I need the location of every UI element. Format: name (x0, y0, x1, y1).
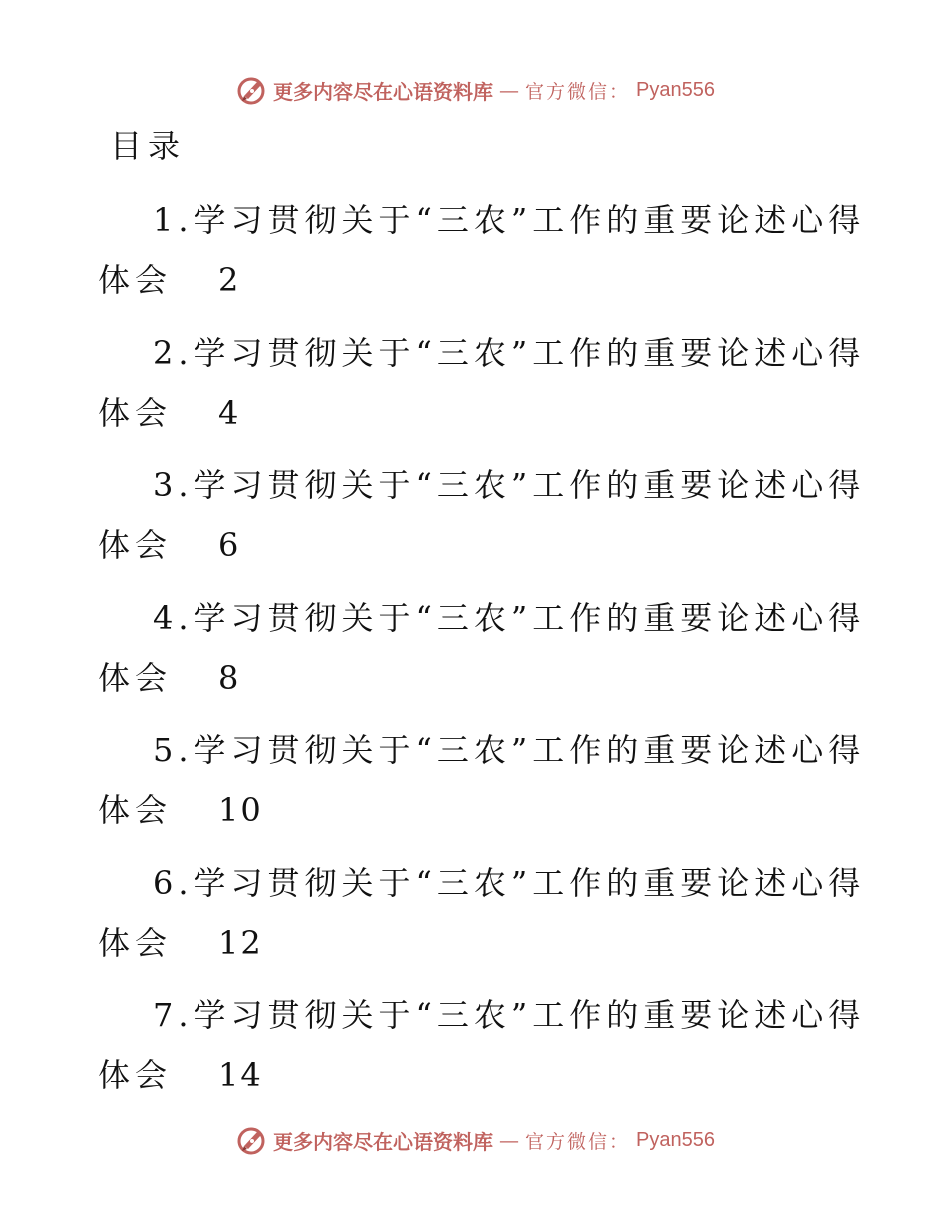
toc-entry-title: 学习贯彻关于“三农”工作的重要论述心得 (193, 333, 866, 372)
toc-entry-page: 14 (218, 1056, 263, 1094)
pen-logo-icon (235, 74, 267, 106)
toc-entry-number: 3. (153, 466, 194, 504)
toc-entry[interactable] (98, 724, 866, 857)
banner-wechat-label: 官方微信： (525, 1130, 631, 1153)
toc-entry-page: 8 (218, 658, 241, 697)
banner-separator: — (499, 78, 519, 102)
toc-entry-number: 5. (153, 731, 194, 769)
toc-entry-title: 学习贯彻关于“三农”工作的重要论述心得 (193, 996, 866, 1034)
toc-entry-page: 6 (218, 526, 241, 564)
banner-separator: — (499, 1128, 519, 1152)
toc-entry-number: 1. (153, 201, 194, 239)
toc-entry-title: 学习贯彻关于“三农”工作的重要论述心得 (193, 466, 866, 504)
toc-entry[interactable] (98, 989, 866, 1122)
toc-entry[interactable] (98, 592, 866, 725)
footer-banner (0, 1120, 950, 1160)
toc-list (98, 194, 866, 1122)
header-banner (0, 70, 950, 110)
toc-entry-title-continuation: 体会 (98, 393, 173, 432)
toc-entry-title: 学习贯彻关于“三农”工作的重要论述心得 (193, 598, 866, 637)
toc-entry-number: 6. (153, 863, 194, 902)
banner-wechat-label: 官方微信： (525, 80, 631, 103)
banner-content (235, 1124, 715, 1156)
toc-entry[interactable] (98, 459, 866, 592)
toc-entry[interactable] (98, 857, 866, 990)
pen-logo-icon (235, 1124, 267, 1156)
toc-entry-page: 10 (218, 791, 263, 829)
banner-wechat-id: Pyan556 (636, 78, 715, 101)
toc-entry-title-continuation: 体会 (98, 526, 173, 564)
toc-entry-title: 学习贯彻关于“三农”工作的重要论述心得 (193, 201, 866, 239)
toc-entry-number: 4. (153, 598, 194, 637)
banner-wechat-id: Pyan556 (636, 1128, 715, 1151)
toc-entry[interactable] (98, 194, 866, 327)
toc-entry-title-continuation: 体会 (98, 923, 173, 962)
banner-main-text: 更多内容尽在心语资料库 (273, 1129, 493, 1154)
toc-entry-title: 学习贯彻关于“三农”工作的重要论述心得 (193, 731, 866, 769)
toc-entry-title-continuation: 体会 (98, 658, 173, 697)
toc-entry-number: 2. (153, 333, 194, 372)
toc-entry-title-continuation: 体会 (98, 261, 173, 299)
toc-entry-page: 4 (218, 393, 241, 432)
toc-entry-title: 学习贯彻关于“三农”工作的重要论述心得 (193, 863, 866, 902)
toc-entry-page: 2 (218, 261, 241, 299)
toc-entry-title-continuation: 体会 (98, 791, 173, 829)
toc-entry[interactable] (98, 327, 866, 460)
toc-entry-title-continuation: 体会 (98, 1056, 173, 1094)
banner-content (235, 74, 715, 106)
banner-main-text: 更多内容尽在心语资料库 (273, 79, 493, 104)
toc-entry-number: 7. (153, 996, 194, 1034)
toc-title: 目录 (110, 127, 187, 165)
toc-entry-page: 12 (218, 923, 263, 962)
